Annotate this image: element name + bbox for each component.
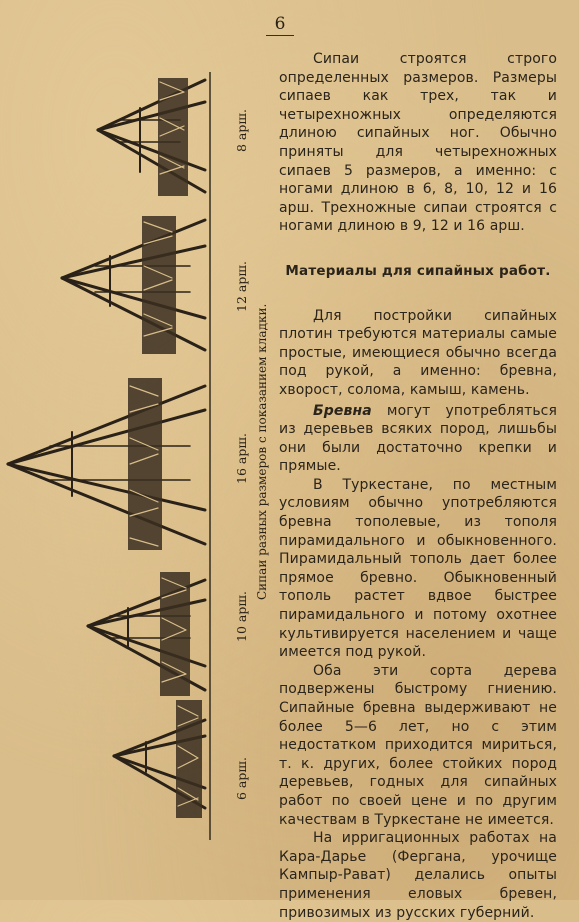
page-number: 6 <box>266 14 294 36</box>
sipai-8-arsh <box>98 78 205 196</box>
figure-caption: Сипаи разных размеров с показанием кладки. <box>255 303 269 600</box>
label-8-arsh: 8 арш. <box>234 109 249 152</box>
logs-term: Бревна <box>313 402 372 419</box>
paragraph-sizes: Сипаи строятся строго определенных размеров. Размеры сипаев как трех, так и четырехножных определяются длиною сипайных ног. Обычно приняты для четырехножных сипаев 5 размеров, а именно: с ногами длиною в 6, 8, 10, 12 и 16 арш. Трехножные сипаи строятся с ногами длиною в 9, 12 и 16 арш. <box>279 51 557 235</box>
paragraph-kara-darya: На ирригационных работах на Кара-Дарье (Фергана, урочище Кампыр-Рават) делались опыты применения еловых бревен, привозимых из русских губерний. <box>279 830 557 921</box>
sipai-12-arsh <box>62 216 205 354</box>
label-10-arsh: 10 арш. <box>234 591 249 642</box>
paragraph-turkestan: В Туркестане, по местным условиям обычно употребляются бревна тополевые, из тополя пирамидального и обыкновенного. Пирамидальный тополь дает более прямое бревно. Обыкновенный тополь растет вдвое быстрее пирамидального и потому охотнее культивируется населением и чаще имеется под рукой. <box>279 476 557 661</box>
sipai-drawing <box>0 60 270 850</box>
paragraph-logs <box>279 402 557 476</box>
label-12-arsh: 12 арш. <box>234 261 249 312</box>
text-column <box>279 50 557 922</box>
sipai-6-arsh <box>114 700 205 818</box>
sipai-illustration <box>0 60 270 850</box>
paragraph-materials: Для постройки сипайных плотин требуются материалы самые простые, имеющиеся обычно всегда под рукой, а именно: бревна, хворост, солома, камыш, камень. <box>279 307 557 398</box>
sipai-16-arsh <box>8 378 205 550</box>
label-6-arsh: 6 арш. <box>234 757 249 800</box>
paragraph-decay: Оба эти сорта дерева подвержены быстрому гниению. Сипайные бревна выдерживают не более 5—6 лет, но с этим недостатком приходится мириться, т. к. других, более стойких пород деревьев, годных для сипайных работ по своей цене и по другим качествам в Туркестане не имеется. <box>279 662 557 828</box>
section-heading: Материалы для сипайных работ. <box>285 262 551 279</box>
sipai-10-arsh <box>88 572 205 696</box>
logs-text: могут употребляться из деревьев всяких пород, лишьбы они были достаточно крепки и прямые. <box>279 402 557 475</box>
label-16-arsh: 16 арш. <box>234 433 249 484</box>
